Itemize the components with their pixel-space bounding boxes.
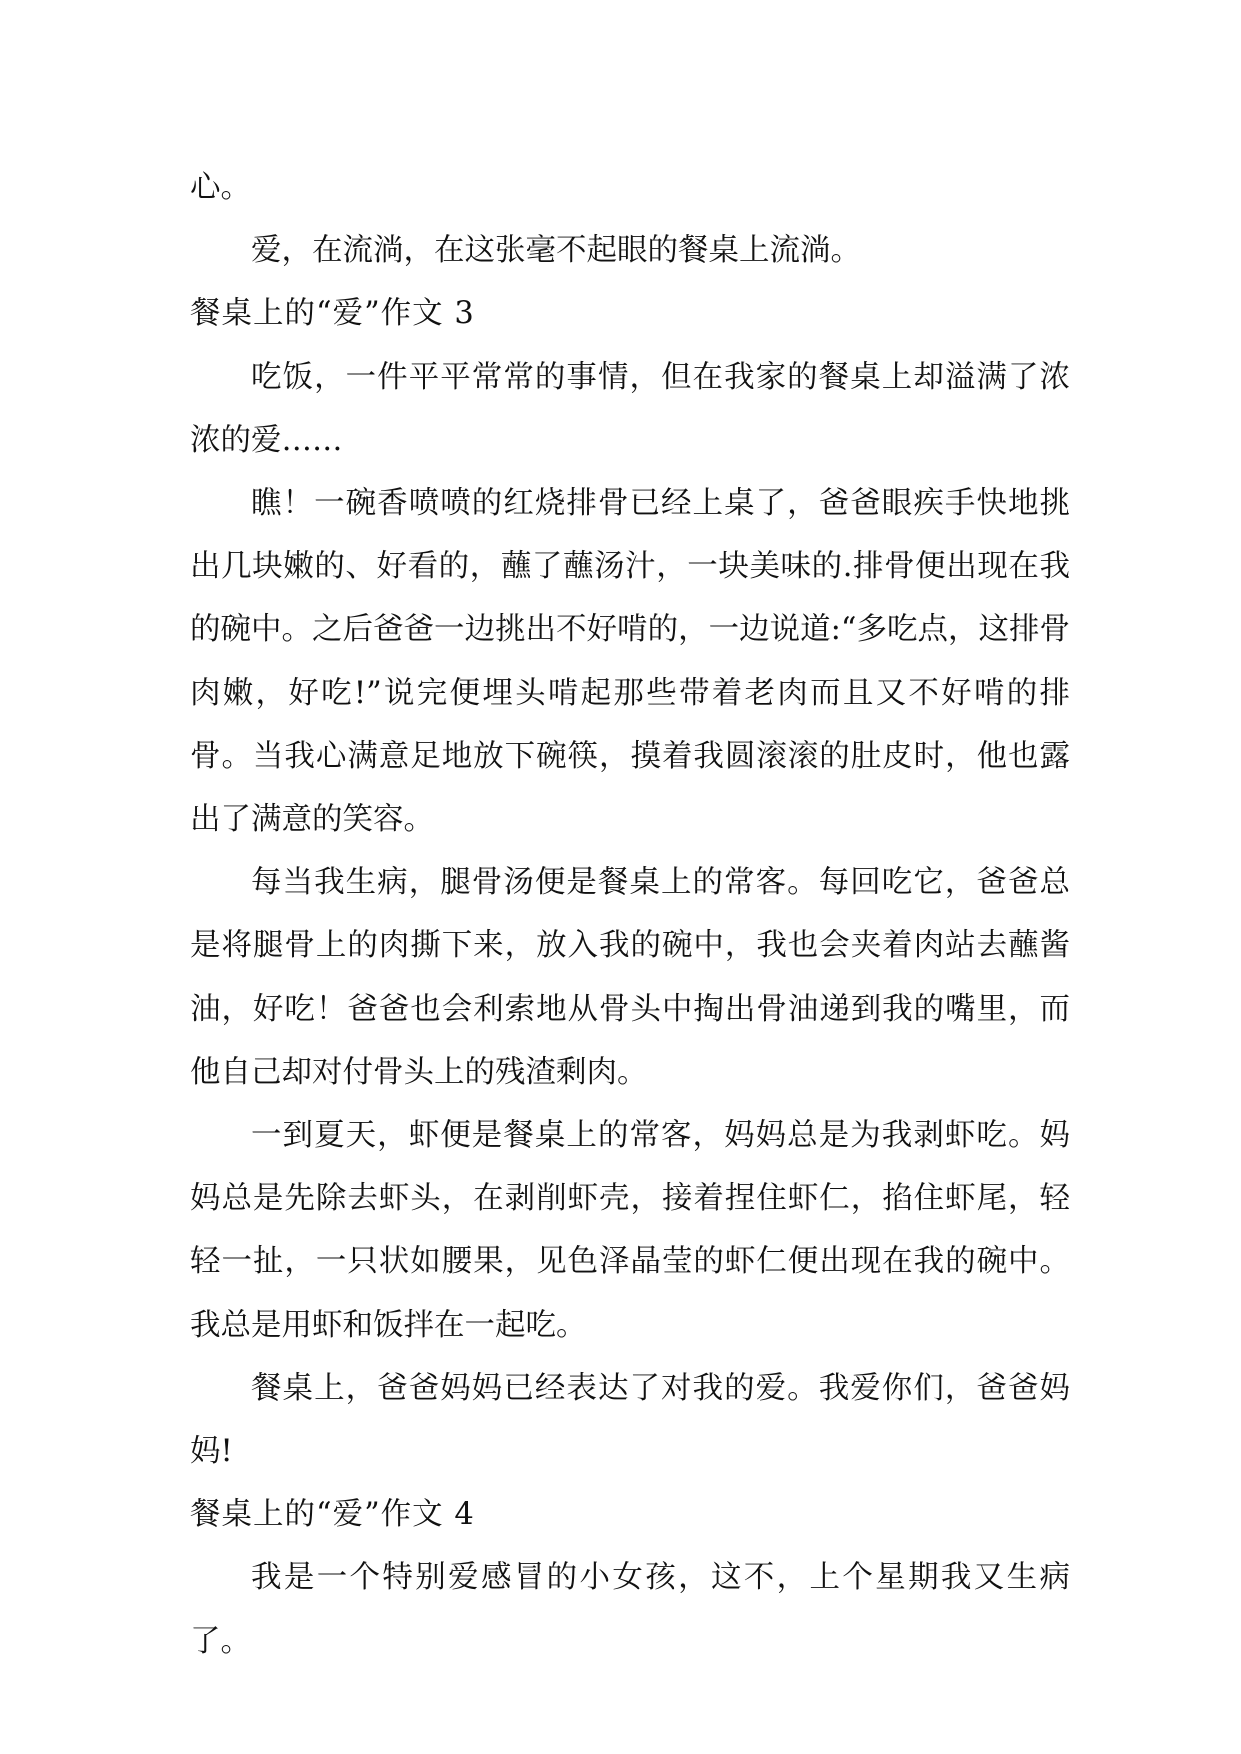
paragraph: 瞧！一碗香喷喷的红烧排骨已经上桌了，爸爸眼疾手快地挑出几块嫩的、好看的，蘸了蘸汤汁，一块美味的.排骨便出现在我的碗中。之后爸爸一边挑出不好啃的，一边说道:“多吃点，这排骨肉嫩，好吃!”说完便埋头啃起那些带着老肉而且又不好啃的排骨。当我心满意足地放下碗筷，摸着我圆滚滚的肚皮时，他也露出了满意的笑容。 [190,486,1070,838]
paragraph: 每当我生病，腿骨汤便是餐桌上的常客。每回吃它，爸爸总是将腿骨上的肉撕下来，放入我的碗中，我也会夹着肉站去蘸酱油，好吃！爸爸也会利索地从骨头中掏出骨油递到我的嘴里，而他自己却对付骨头上的残渣剩肉。 [190,865,1070,1090]
paragraph: 一到夏天，虾便是餐桌上的常客，妈妈总是为我剥虾吃。妈妈总是先除去虾头，在剥削虾壳，接着捏住虾仁，掐住虾尾，轻轻一扯，一只状如腰果，见色泽晶莹的虾仁便出现在我的碗中。我总是用虾和饭拌在一起吃。 [190,1118,1070,1343]
paragraph: 爱，在流淌，在这张毫不起眼的餐桌上流淌。 [251,233,861,269]
paragraph: 餐桌上，爸爸妈妈已经表达了对我的爱。我爱你们，爸爸妈妈! [190,1370,1070,1470]
document-body [190,156,1070,1673]
paragraph-continuation: 心。 [190,170,251,205]
paragraph: 吃饭，一件平平常常的事情，但在我家的餐桌上却溢满了浓浓的爱…… [190,359,1070,458]
essay-heading-3: 餐桌上的“爱”作文 3 [190,296,475,332]
essay-heading-4: 餐桌上的“爱”作文 4 [190,1497,475,1533]
paragraph: 我是一个特别爱感冒的小女孩，这不，上个星期我又生病了。 [190,1560,1070,1659]
